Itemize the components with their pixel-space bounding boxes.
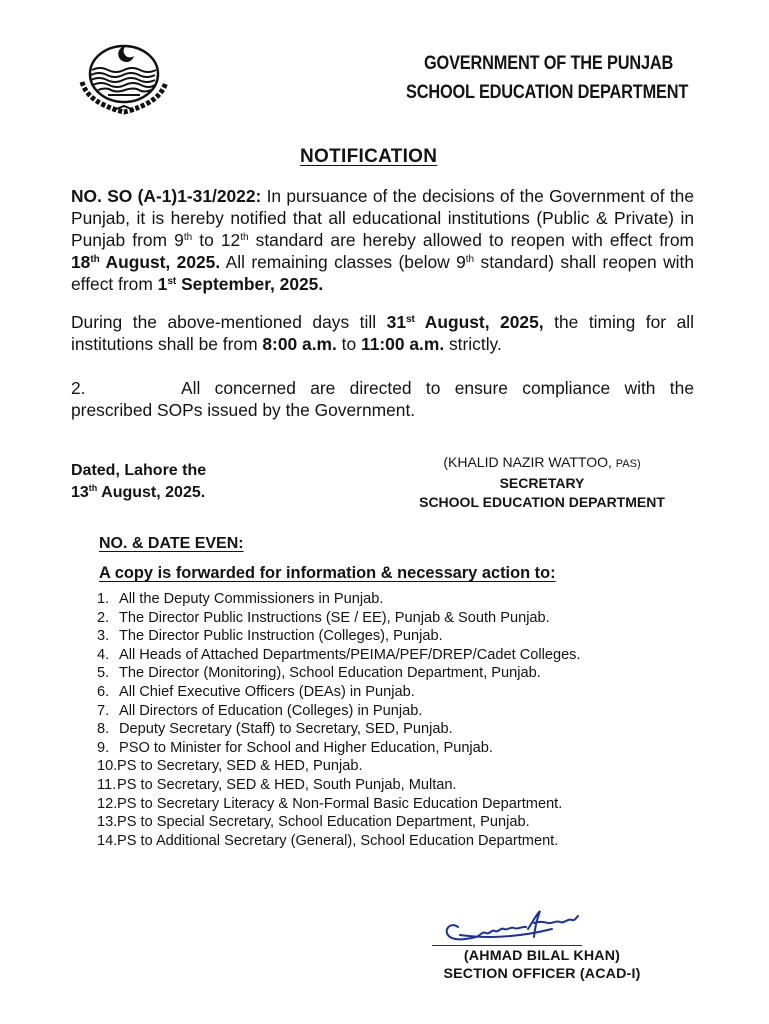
secretary-designation: SECRETARY xyxy=(499,475,585,491)
punjab-emblem-logo xyxy=(74,38,174,120)
list-item: 2. The Director Public Instructions (SE / EE), Punjab & South Punjab. xyxy=(97,609,550,626)
list-item: 13.PS to Special Secretary, School Education Department, Punjab. xyxy=(97,814,530,831)
notification-title: NOTIFICATION xyxy=(300,146,438,167)
notification-paragraph-3: 2. All concerned are directed to ensure compliance with the prescribed SOPs issued by the Government. xyxy=(71,378,694,420)
reference-number: NO. SO (A-1)1-31/2022: xyxy=(71,186,262,206)
list-item: 9. PSO to Minister for School and Higher Education, Punjab. xyxy=(97,739,493,756)
reopen-date-remaining: 1st September, 2025. xyxy=(157,274,324,294)
list-item: 11.PS to Secretary, SED & HED, South Punjab, Multan. xyxy=(97,776,457,793)
signature-rule xyxy=(432,945,582,946)
list-item: 8. Deputy Secretary (Staff) to Secretary, SED, Punjab. xyxy=(97,721,453,738)
section-officer-block xyxy=(412,947,672,983)
reopen-date-9-12: 18th August, 2025. xyxy=(71,252,221,272)
secretary-department: SCHOOL EDUCATION DEPARTMENT xyxy=(419,494,665,510)
header-department-title: SCHOOL EDUCATION DEPARTMENT xyxy=(406,82,689,103)
no-date-even-heading: NO. & DATE EVEN: xyxy=(99,535,244,552)
paragraph-number: 2. xyxy=(71,378,86,398)
list-item: 10.PS to Secretary, SED & HED, Punjab. xyxy=(97,758,363,775)
copy-forwarded-heading: A copy is forwarded for information & necessary action to: xyxy=(99,564,556,582)
handwritten-signature xyxy=(440,905,590,947)
header-government-title: GOVERNMENT OF THE PUNJAB xyxy=(424,53,674,74)
dated-block: Dated, Lahore the 13th August, 2025. xyxy=(71,462,207,501)
list-item: 4. All Heads of Attached Departments/PEIMA/PEF/DREP/Cadet Colleges. xyxy=(97,646,581,663)
notification-paragraph-1: NO. SO (A-1)1-31/2022: In pursuance of the decisions of the Government of the Punjab, it is hereby notified that all educational institutions (Public & Private) in Punjab from 9th to 12th standard are hereby allowed to reopen with effect from 18th August, 2025. All remaining classes (below 9th standard) shall reopen with effect from 1st September, 2025. xyxy=(71,186,695,294)
section-officer-name: (AHMAD BILAL KHAN) xyxy=(463,948,621,964)
list-item: 1. All the Deputy Commissioners in Punjab. xyxy=(97,591,384,607)
timing-start: 8:00 a.m. xyxy=(262,334,337,354)
list-item: 14.PS to Additional Secretary (General), School Education Department. xyxy=(97,832,559,849)
secretary-signature-block xyxy=(408,453,676,512)
timing-end-date: 31st August, 2025, xyxy=(386,312,544,332)
emblem-icon xyxy=(74,38,174,120)
timing-end: 11:00 a.m. xyxy=(361,334,445,354)
section-officer-designation: SECTION OFFICER (ACAD-I) xyxy=(443,966,641,982)
list-item: 5. The Director (Monitoring), School Education Department, Punjab. xyxy=(97,665,541,682)
secretary-name: (KHALID NAZIR WATTOO, PAS) xyxy=(443,454,641,470)
list-item: 6. All Chief Executive Officers (DEAs) in Punjab. xyxy=(97,683,415,700)
notification-paragraph-2: During the above-mentioned days till 31st August, 2025, the timing for all institutions shall be from 8:00 a.m. to 11:00 a.m. strictly. xyxy=(71,312,695,354)
list-item: 7. All Directors of Education (Colleges) in Punjab. xyxy=(97,702,423,719)
list-item: 12.PS to Secretary Literacy & Non-Formal Basic Education Department. xyxy=(97,795,563,812)
signature-icon xyxy=(440,905,590,947)
list-item: 3. The Director Public Instruction (Colleges), Punjab. xyxy=(97,628,443,645)
distribution-list xyxy=(97,590,581,850)
